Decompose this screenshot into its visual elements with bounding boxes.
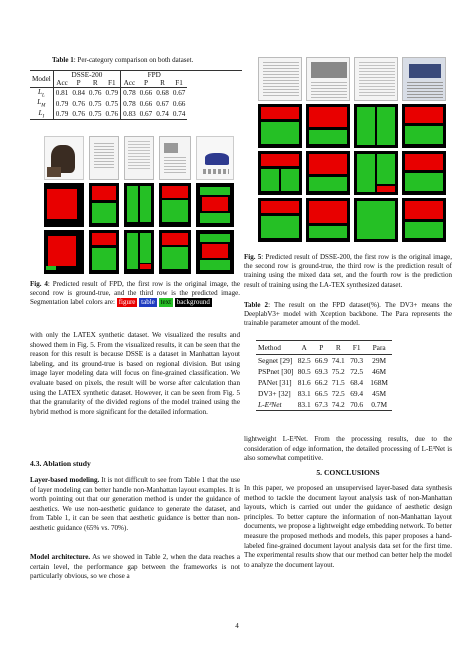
table1-subheader: F1 <box>104 79 121 88</box>
table-cell: 74.1 <box>331 356 345 365</box>
table-cell: 0.83 <box>123 110 136 119</box>
table-row <box>30 98 187 108</box>
table-row <box>256 377 392 388</box>
table-cell: 0.75 <box>88 99 102 108</box>
table-row <box>256 388 392 399</box>
left-paragraph-2 <box>30 476 240 534</box>
table-cell: L-E³Net <box>258 400 282 409</box>
table-cell: 0.75 <box>104 98 121 108</box>
fig5-gt <box>402 104 446 148</box>
table1-subheader: R <box>92 79 98 87</box>
table1-subheader: P <box>143 79 148 87</box>
model-sub: L <box>41 93 45 99</box>
table-cell: 0.67 <box>172 89 186 98</box>
section-heading-ablation: 4.3. Ablation study <box>30 459 91 468</box>
table-row <box>30 109 187 120</box>
model-sub: M <box>41 103 46 109</box>
left-paragraph-1: with only the LATEX synthetic dataset. We visualized the results and showed them in Fig. 5. From the visualized results, it can be seen that the reason for this result is because DSSE is a dataset in Manhattan layout labeling, and its ground-true is based on regional division. But using image layer modeling data will focus on fine-grained classification. We evaluate based on pixels, the result will be worse after calculation than using the LATEX synthetic dataset. However, it can be seen from Fig. 5 that the granularity of the divided regions of the model trained using the hybrid method is more significant for the detailed information. <box>30 331 240 416</box>
paragraph-heading: Model architecture. <box>30 553 91 561</box>
table1 <box>30 70 187 120</box>
fig4-pred-doc <box>159 230 191 274</box>
table2-label: Table 2 <box>244 301 269 309</box>
table-row <box>256 366 392 377</box>
table-cell: 0.66 <box>139 89 153 98</box>
table-cell: 0.78 <box>123 89 136 98</box>
table-cell: 72.5 <box>331 389 345 398</box>
table-cell: 80.5 <box>297 367 311 376</box>
table-row <box>256 355 392 367</box>
fig5-pred-latex <box>258 198 302 242</box>
table-cell: 168M <box>370 378 388 387</box>
fig5-image-grid <box>258 57 448 245</box>
right-paragraph-1: lightweight L-E³Net. From the processing results, due to the consideration of edge information, the detailed processing of L-E³Net is also somewhat competitive. <box>244 435 452 463</box>
table-cell: PANet [31] <box>258 378 292 387</box>
fig5-caption-text: : Predicted result of DSSE-200, the first row is the original image, the second row is ground-true, the third row is the prediction result of training using the mixed data set, and the fourth row is the prediction result of training using the LA-TEX synthesized dataset. <box>244 253 452 289</box>
table-cell: 0.67 <box>139 110 153 119</box>
fig5-label: Fig. 5 <box>244 253 262 261</box>
table1-subheader: F1 <box>175 79 183 87</box>
fig4-original-horse <box>44 136 84 180</box>
table-cell: 66.9 <box>314 356 328 365</box>
fig5-gt <box>306 104 350 148</box>
paragraph-text: It is not difficult to see from Table 1 that the use of layer modeling can better handle non-Manhattan layout examples. It is worth pointing out that our generation method is under the guidance of aesthetics. We use non-aesthetic guidance to generate the dataset, and from Table 1, it can be seen that aesthetic guidance is better than non-aesthetic guidance (65% vs. 70%). <box>30 476 240 532</box>
fig4-original-doc <box>124 136 154 180</box>
table-cell: 69.3 <box>314 367 328 376</box>
page-number: 4 <box>235 622 239 630</box>
table2-header: F1 <box>352 343 361 352</box>
table-cell: PSPnet [30] <box>258 367 294 376</box>
table-cell: 0.79 <box>55 110 69 119</box>
table-row <box>30 88 187 99</box>
fig4-gt-doc <box>124 183 154 227</box>
fig5-pred-latex <box>402 198 446 242</box>
table1-subheader: R <box>160 79 165 87</box>
fig4-pred-doc <box>89 230 119 274</box>
fig4-gt-doc <box>159 183 191 227</box>
fig5-pred-latex <box>306 198 350 242</box>
left-paragraph-3 <box>30 553 240 582</box>
table-cell: 67.3 <box>314 400 328 409</box>
fig5-pred-latex <box>354 198 398 242</box>
table-cell: 81.6 <box>297 378 311 387</box>
table-cell: 68.4 <box>350 378 364 387</box>
fig5-pred-mixed <box>402 151 446 195</box>
table1-caption-text: : Per-category comparison on both dataset. <box>73 56 194 64</box>
table-cell: 29M <box>372 356 387 365</box>
table1-group-fpd: FPD <box>147 71 161 79</box>
table-cell: 74.2 <box>331 400 345 409</box>
fig4-label: Fig. 4 <box>30 280 48 288</box>
legend-chip-table: table <box>141 298 155 307</box>
table1-caption <box>52 56 252 65</box>
table-cell: 0.79 <box>55 99 69 108</box>
table1-subheader: P <box>76 79 81 87</box>
fig4-pred-car <box>196 230 234 274</box>
table-cell: 45M <box>372 389 387 398</box>
table1-subheader: Acc <box>56 79 68 87</box>
table2-caption <box>244 301 452 329</box>
table-cell: 0.75 <box>88 110 102 119</box>
table2-header: P <box>319 343 324 352</box>
table2 <box>256 340 392 411</box>
fig5-original-doc <box>306 57 350 101</box>
table1-label: Table 1 <box>52 56 74 64</box>
fig5-original-doc <box>258 57 302 101</box>
model-name: L <box>37 98 42 107</box>
table-cell: 70.6 <box>350 400 364 409</box>
table-cell: 0.76 <box>72 110 85 119</box>
table-cell: 83.1 <box>297 389 311 398</box>
table-cell: 0.67 <box>156 99 169 108</box>
table-cell: 0.76 <box>104 109 121 120</box>
table-cell: 0.68 <box>156 89 169 98</box>
paragraph-heading: Layer-based modeling. <box>30 476 100 484</box>
fig4-pred-horse <box>44 230 84 274</box>
table-cell: 66.2 <box>314 378 328 387</box>
legend-chip-text: text <box>160 298 172 307</box>
table2-caption-text: : The result on the FPD dataset(%). The DV3+ means the DeeplabV3+ model with Xception backbone. The Para represents the trainable parameter amount of the model. <box>244 301 452 328</box>
section-heading-conclusions: 5. CONCLUSIONS <box>316 468 380 477</box>
table-cell: 75.2 <box>331 367 345 376</box>
fig4-gt-doc <box>89 183 119 227</box>
table1-group-dsse: DSSE-200 <box>53 71 120 79</box>
fig5-gt <box>354 104 398 148</box>
fig4-original-doc <box>89 136 119 180</box>
paragraph-text: As we showed in Table 2, when the data reaches a certain level, the performance gap between the frameworks is not particularly obvious, so we chose a <box>30 553 240 581</box>
fig4-caption-text: : Predicted result of FPD, the first row is the original image, the second row is ground-true, and the third row is the predicted image. Segmentation label colors are: <box>30 280 240 307</box>
table-cell: 0.76 <box>88 89 102 98</box>
fig4-pred-doc <box>124 230 154 274</box>
model-name: L <box>37 88 42 96</box>
table-cell: 71.5 <box>331 378 345 387</box>
table-cell: 0.7M <box>371 400 388 409</box>
model-name: L <box>38 108 43 117</box>
table2-header: A <box>301 343 307 352</box>
fig5-gt <box>258 104 302 148</box>
table-cell: 46M <box>372 367 387 376</box>
table-cell: DV3+ [32] <box>258 389 291 398</box>
table-cell: 69.4 <box>350 389 364 398</box>
legend-chip-figure: figure <box>118 298 136 307</box>
table-cell: 0.66 <box>139 99 153 108</box>
table-cell: 0.74 <box>156 110 169 119</box>
table2-header: Method <box>258 343 281 352</box>
table-cell: 72.5 <box>350 367 364 376</box>
table-cell: 0.84 <box>72 89 85 98</box>
fig5-pred-mixed <box>354 151 398 195</box>
table-cell: 0.66 <box>172 99 186 108</box>
table-cell: 83.1 <box>297 400 311 409</box>
fig4-gt-horse <box>44 183 84 227</box>
table2-header: R <box>335 343 341 352</box>
fig4-image-grid <box>44 136 234 276</box>
table-cell: 0.78 <box>123 99 136 108</box>
fig4-gt-car <box>196 183 234 227</box>
fig5-original-doc <box>354 57 398 101</box>
fig4-caption <box>30 280 240 308</box>
table1-col-model: Model <box>30 71 53 88</box>
fig5-caption <box>244 253 452 290</box>
table-cell: 70.3 <box>350 356 364 365</box>
legend-chip-background: background <box>176 298 210 307</box>
model-sub: I <box>42 114 45 120</box>
fig5-pred-mixed <box>306 151 350 195</box>
right-paragraph-2: In this paper, we proposed an unsupervised layer-based data synthesis method to tackle the document layout analysis task of non-Manhattan layouts, which is carried out under the guidance of aesthetic design principles. To better capture the information of non-Manhattan layout documents, we propose a lightweight edge embedding network. To better measure the proposed methods and models, this paper proposes a hand-labeled fine-grained document layout analysis data set for the first time. The experimental results show that our method can better help the model to analyze the document layout. <box>244 484 452 569</box>
table-cell: 0.74 <box>172 110 186 119</box>
fig5-pred-mixed <box>258 151 302 195</box>
table-cell: 0.76 <box>72 99 85 108</box>
fig4-original-car <box>196 136 234 180</box>
table2-header: Para <box>372 343 386 352</box>
fig4-original-doc <box>159 136 191 180</box>
table-cell: 66.5 <box>314 389 328 398</box>
table-cell: Segnet [29] <box>258 356 293 365</box>
table-row <box>256 399 392 411</box>
table1-subheader: Acc <box>123 79 136 87</box>
table-cell: 0.79 <box>104 88 121 99</box>
fig5-original-doc <box>402 57 446 101</box>
table-cell: 0.81 <box>55 89 69 98</box>
table-cell: 82.5 <box>297 356 311 365</box>
